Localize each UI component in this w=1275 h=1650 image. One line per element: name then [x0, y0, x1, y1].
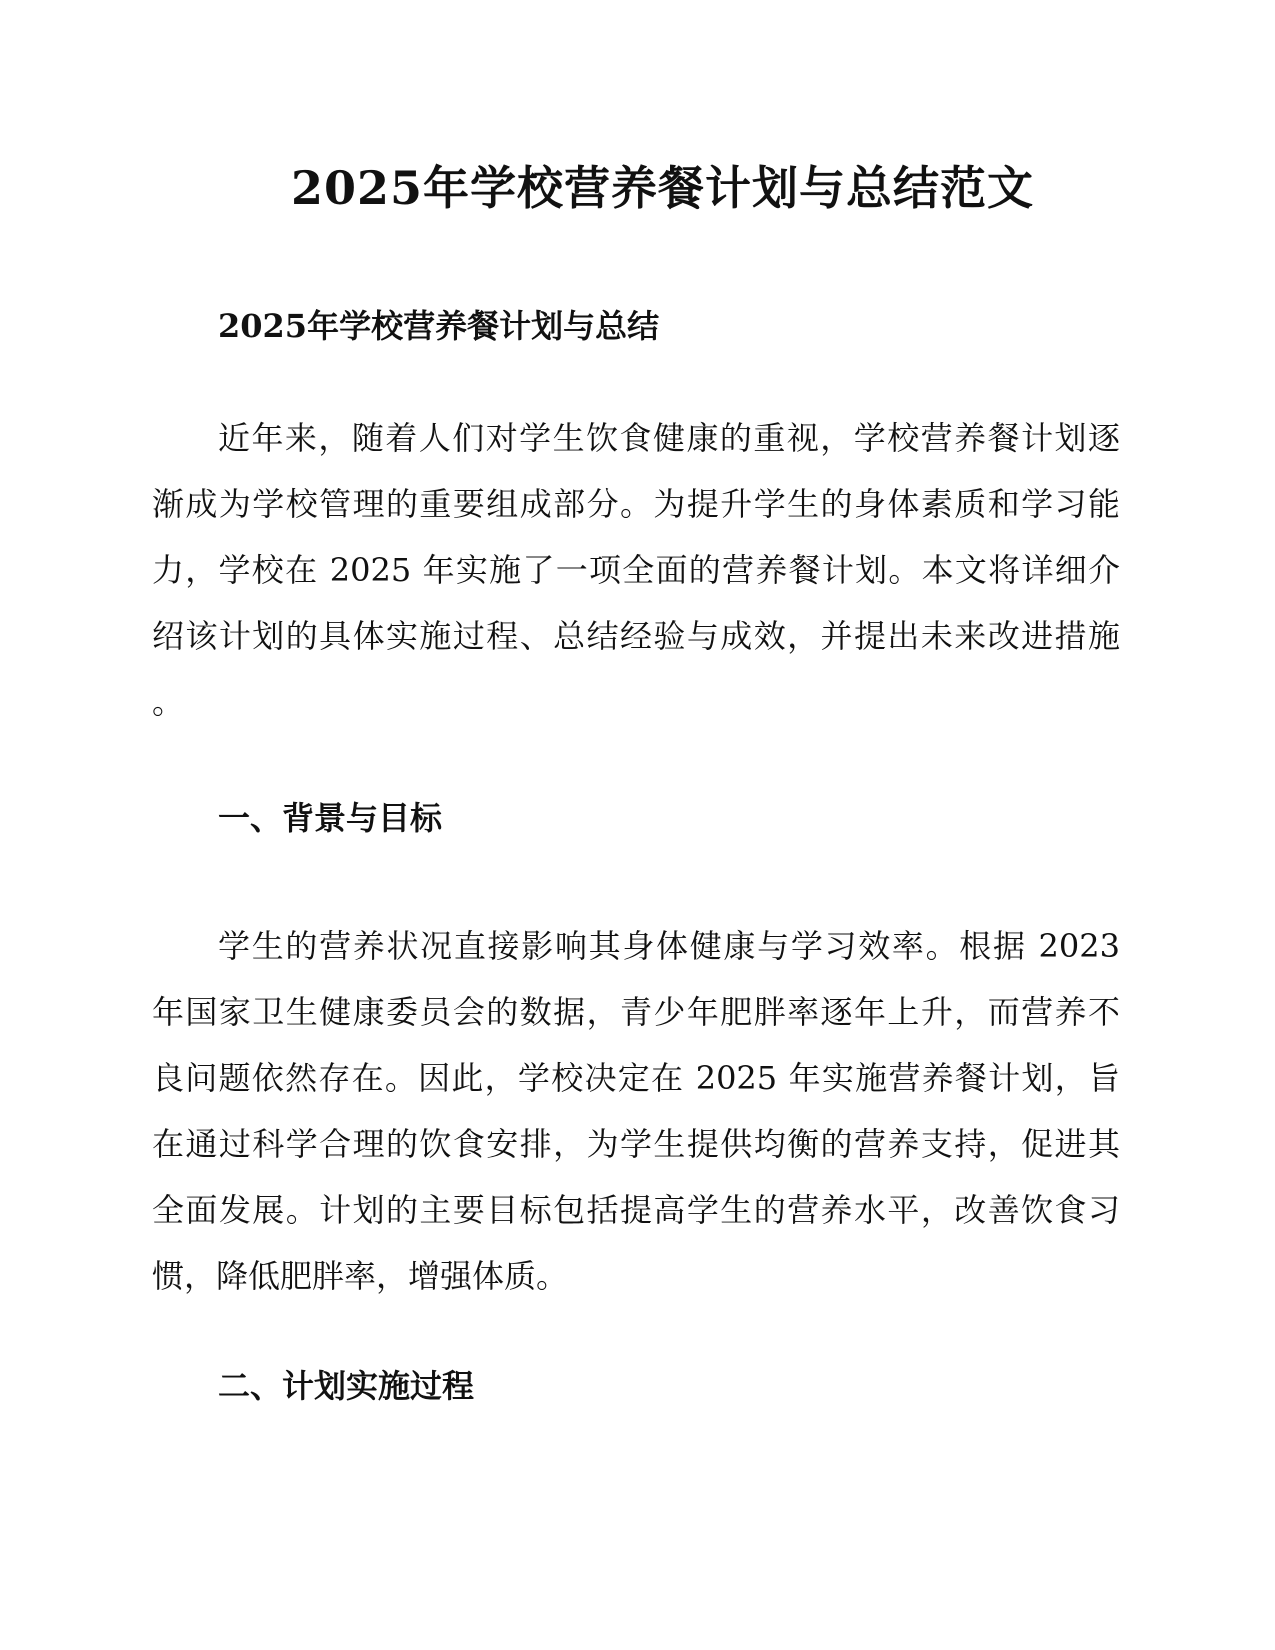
paragraph-line: 年国家卫生健康委员会的数据，青少年肥胖率逐年上升，而营养不 — [152, 993, 1120, 1031]
paragraph-line: 惯，降低肥胖率，增强体质。 — [152, 1257, 569, 1295]
paragraph-line: 渐成为学校管理的重要组成部分。为提升学生的身体素质和学习能 — [152, 485, 1120, 523]
paragraph-line: 全面发展。计划的主要目标包括提高学生的营养水平，改善饮食习 — [152, 1191, 1120, 1229]
document-title: 2025年学校营养餐计划与总结范文 — [290, 161, 1035, 215]
paragraph-line: 近年来，随着人们对学生饮食健康的重视，学校营养餐计划逐 — [218, 419, 1120, 457]
paragraph-line: 。 — [152, 683, 185, 721]
paragraph-line: 良问题依然存在。因此，学校决定在 2025 年实施营养餐计划，旨 — [152, 1059, 1120, 1097]
paragraph-line: 在通过科学合理的饮食安排，为学生提供均衡的营养支持，促进其 — [152, 1125, 1120, 1163]
paragraph-line: 学生的营养状况直接影响其身体健康与学习效率。根据 2023 — [218, 927, 1120, 965]
paragraph-line: 力，学校在 2025 年实施了一项全面的营养餐计划。本文将详细介 — [152, 551, 1120, 589]
document-subtitle: 2025年学校营养餐计划与总结 — [218, 307, 660, 345]
paragraph-line: 绍该计划的具体实施过程、总结经验与成效，并提出未来改进措施 — [152, 617, 1120, 655]
section-heading-implementation: 二、计划实施过程 — [218, 1367, 475, 1405]
background-paragraph — [152, 913, 1120, 1309]
section-heading-background: 一、背景与目标 — [218, 799, 443, 837]
intro-paragraph — [152, 405, 1120, 735]
